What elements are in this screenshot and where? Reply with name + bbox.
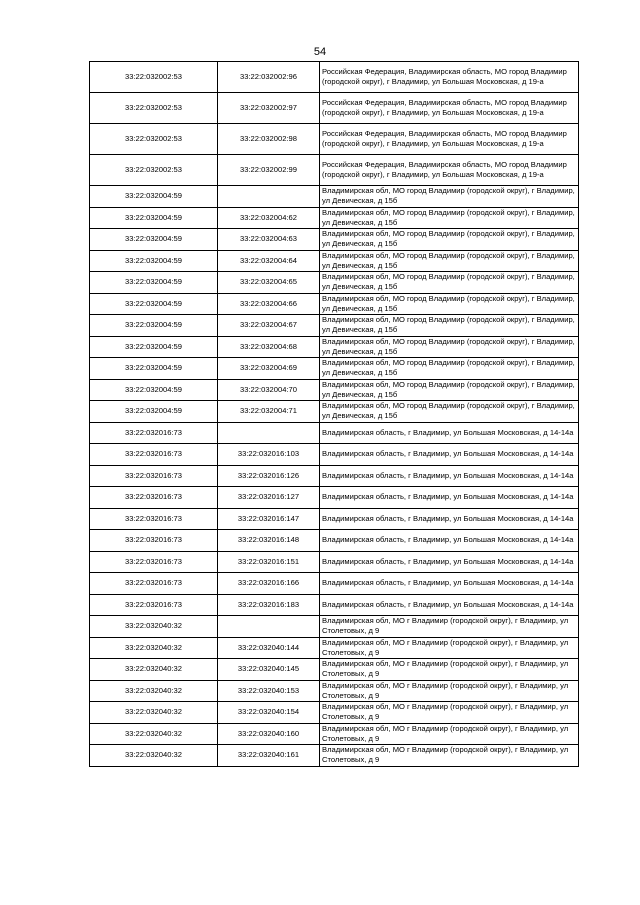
table-row [90,124,579,155]
object-cadastral-number: 33:22:032040:160 [218,723,320,745]
cadastral-table-body [90,62,579,767]
address-cell: Владимирская обл, МО город Владимир (городской округ), г Владимир, ул Девическая, д 15б [320,336,579,358]
object-cadastral-number: 33:22:032040:161 [218,745,320,767]
table-row [90,401,579,423]
land-cadastral-number: 33:22:032016:73 [90,573,218,595]
land-cadastral-number: 33:22:032040:32 [90,680,218,702]
table-row [90,594,579,616]
land-cadastral-number: 33:22:032002:53 [90,155,218,186]
land-cadastral-number: 33:22:032002:53 [90,93,218,124]
land-cadastral-number: 33:22:032016:73 [90,422,218,444]
object-cadastral-number: 33:22:032016:126 [218,465,320,487]
land-cadastral-number: 33:22:032016:73 [90,444,218,466]
table-row [90,155,579,186]
object-cadastral-number: 33:22:032016:147 [218,508,320,530]
table-row [90,530,579,552]
address-cell: Владимирская обл, МО город Владимир (городской округ), г Владимир, ул Девическая, д 15б [320,401,579,423]
object-cadastral-number: 33:22:032004:68 [218,336,320,358]
object-cadastral-number: 33:22:032016:127 [218,487,320,509]
table-row [90,487,579,509]
land-cadastral-number: 33:22:032040:32 [90,723,218,745]
address-cell: Владимирская область, г Владимир, ул Большая Московская, д 14-14а [320,508,579,530]
object-cadastral-number: 33:22:032002:98 [218,124,320,155]
table-row [90,702,579,724]
cadastral-table [89,61,579,767]
address-cell: Владимирская обл, МО г Владимир (городской округ), г Владимир, ул Столетовых, д 9 [320,637,579,659]
table-row [90,62,579,93]
land-cadastral-number: 33:22:032016:73 [90,530,218,552]
table-row [90,229,579,251]
land-cadastral-number: 33:22:032016:73 [90,551,218,573]
object-cadastral-number: 33:22:032016:166 [218,573,320,595]
table-row [90,93,579,124]
address-cell: Владимирская область, г Владимир, ул Большая Московская, д 14-14а [320,573,579,595]
table-row [90,207,579,229]
address-cell: Владимирская область, г Владимир, ул Большая Московская, д 14-14а [320,444,579,466]
table-row [90,379,579,401]
land-cadastral-number: 33:22:032004:59 [90,272,218,294]
table-row [90,444,579,466]
land-cadastral-number: 33:22:032040:32 [90,659,218,681]
object-cadastral-number: 33:22:032004:64 [218,250,320,272]
object-cadastral-number: 33:22:032002:96 [218,62,320,93]
address-cell: Владимирская обл, МО город Владимир (городской округ), г Владимир, ул Девическая, д 15б [320,229,579,251]
object-cadastral-number: 33:22:032040:145 [218,659,320,681]
object-cadastral-number: 33:22:032004:65 [218,272,320,294]
table-row [90,508,579,530]
land-cadastral-number: 33:22:032004:59 [90,358,218,380]
land-cadastral-number: 33:22:032002:53 [90,62,218,93]
table-row [90,315,579,337]
object-cadastral-number: 33:22:032004:66 [218,293,320,315]
land-cadastral-number: 33:22:032016:73 [90,487,218,509]
page-number: 54 [313,46,327,58]
address-cell: Владимирская обл, МО город Владимир (городской округ), г Владимир, ул Девическая, д 15б [320,272,579,294]
address-cell: Владимирская обл, МО г Владимир (городской округ), г Владимир, ул Столетовых, д 9 [320,745,579,767]
address-cell: Владимирская обл, МО г Владимир (городской округ), г Владимир, ул Столетовых, д 9 [320,659,579,681]
address-cell: Владимирская обл, МО г Владимир (городской округ), г Владимир, ул Столетовых, д 9 [320,723,579,745]
land-cadastral-number: 33:22:032040:32 [90,702,218,724]
object-cadastral-number: 33:22:032040:154 [218,702,320,724]
object-cadastral-number: 33:22:032016:183 [218,594,320,616]
land-cadastral-number: 33:22:032016:73 [90,465,218,487]
table-row [90,637,579,659]
table-row [90,336,579,358]
land-cadastral-number: 33:22:032040:32 [90,745,218,767]
table-row [90,659,579,681]
table-row [90,680,579,702]
land-cadastral-number: 33:22:032004:59 [90,229,218,251]
object-cadastral-number: 33:22:032016:151 [218,551,320,573]
land-cadastral-number: 33:22:032040:32 [90,616,218,638]
object-cadastral-number: 33:22:032004:70 [218,379,320,401]
object-cadastral-number [218,422,320,444]
address-cell: Владимирская область, г Владимир, ул Большая Московская, д 14-14а [320,530,579,552]
object-cadastral-number: 33:22:032004:62 [218,207,320,229]
address-cell: Российская Федерация, Владимирская область, МО город Владимир (городской округ), г Владимир, ул Большая Московская, д 19-а [320,124,579,155]
address-cell: Владимирская обл, МО город Владимир (городской округ), г Владимир, ул Девическая, д 15б [320,315,579,337]
land-cadastral-number: 33:22:032004:59 [90,336,218,358]
land-cadastral-number: 33:22:032016:73 [90,594,218,616]
table-row [90,358,579,380]
address-cell: Владимирская обл, МО город Владимир (городской округ), г Владимир, ул Девическая, д 15б [320,358,579,380]
land-cadastral-number: 33:22:032004:59 [90,293,218,315]
address-cell: Владимирская обл, МО город Владимир (городской округ), г Владимир, ул Девическая, д 15б [320,293,579,315]
address-cell: Владимирская область, г Владимир, ул Большая Московская, д 14-14а [320,551,579,573]
address-cell: Владимирская область, г Владимир, ул Большая Московская, д 14-14а [320,465,579,487]
address-cell: Российская Федерация, Владимирская область, МО город Владимир (городской округ), г Владимир, ул Большая Московская, д 19-а [320,62,579,93]
object-cadastral-number [218,616,320,638]
land-cadastral-number: 33:22:032002:53 [90,124,218,155]
address-cell: Владимирская область, г Владимир, ул Большая Московская, д 14-14а [320,487,579,509]
address-cell: Владимирская область, г Владимир, ул Большая Московская, д 14-14а [320,422,579,444]
object-cadastral-number: 33:22:032002:99 [218,155,320,186]
address-cell: Владимирская обл, МО г Владимир (городской округ), г Владимир, ул Столетовых, д 9 [320,616,579,638]
table-row [90,422,579,444]
object-cadastral-number [218,186,320,208]
address-cell: Владимирская обл, МО город Владимир (городской округ), г Владимир, ул Девическая, д 15б [320,207,579,229]
land-cadastral-number: 33:22:032004:59 [90,401,218,423]
object-cadastral-number: 33:22:032016:148 [218,530,320,552]
address-cell: Российская Федерация, Владимирская область, МО город Владимир (городской округ), г Владимир, ул Большая Московская, д 19-а [320,93,579,124]
table-row [90,250,579,272]
object-cadastral-number: 33:22:032004:69 [218,358,320,380]
table-row [90,616,579,638]
land-cadastral-number: 33:22:032004:59 [90,186,218,208]
object-cadastral-number: 33:22:032004:63 [218,229,320,251]
object-cadastral-number: 33:22:032040:153 [218,680,320,702]
address-cell: Владимирская обл, МО город Владимир (городской округ), г Владимир, ул Девическая, д 15б [320,379,579,401]
object-cadastral-number: 33:22:032016:103 [218,444,320,466]
address-cell: Владимирская обл, МО г Владимир (городской округ), г Владимир, ул Столетовых, д 9 [320,702,579,724]
land-cadastral-number: 33:22:032040:32 [90,637,218,659]
land-cadastral-number: 33:22:032004:59 [90,207,218,229]
land-cadastral-number: 33:22:032004:59 [90,250,218,272]
table-row [90,745,579,767]
address-cell: Владимирская область, г Владимир, ул Большая Московская, д 14-14а [320,594,579,616]
address-cell: Владимирская обл, МО г Владимир (городской округ), г Владимир, ул Столетовых, д 9 [320,680,579,702]
land-cadastral-number: 33:22:032004:59 [90,315,218,337]
table-row [90,551,579,573]
table-row [90,465,579,487]
table-row [90,272,579,294]
address-cell: Владимирская обл, МО город Владимир (городской округ), г Владимир, ул Девическая, д 15б [320,186,579,208]
object-cadastral-number: 33:22:032004:67 [218,315,320,337]
land-cadastral-number: 33:22:032004:59 [90,379,218,401]
table-row [90,723,579,745]
object-cadastral-number: 33:22:032002:97 [218,93,320,124]
object-cadastral-number: 33:22:032004:71 [218,401,320,423]
address-cell: Владимирская обл, МО город Владимир (городской округ), г Владимир, ул Девическая, д 15б [320,250,579,272]
table-row [90,573,579,595]
table-row [90,186,579,208]
table-row [90,293,579,315]
land-cadastral-number: 33:22:032016:73 [90,508,218,530]
object-cadastral-number: 33:22:032040:144 [218,637,320,659]
address-cell: Российская Федерация, Владимирская область, МО город Владимир (городской округ), г Владимир, ул Большая Московская, д 19-а [320,155,579,186]
